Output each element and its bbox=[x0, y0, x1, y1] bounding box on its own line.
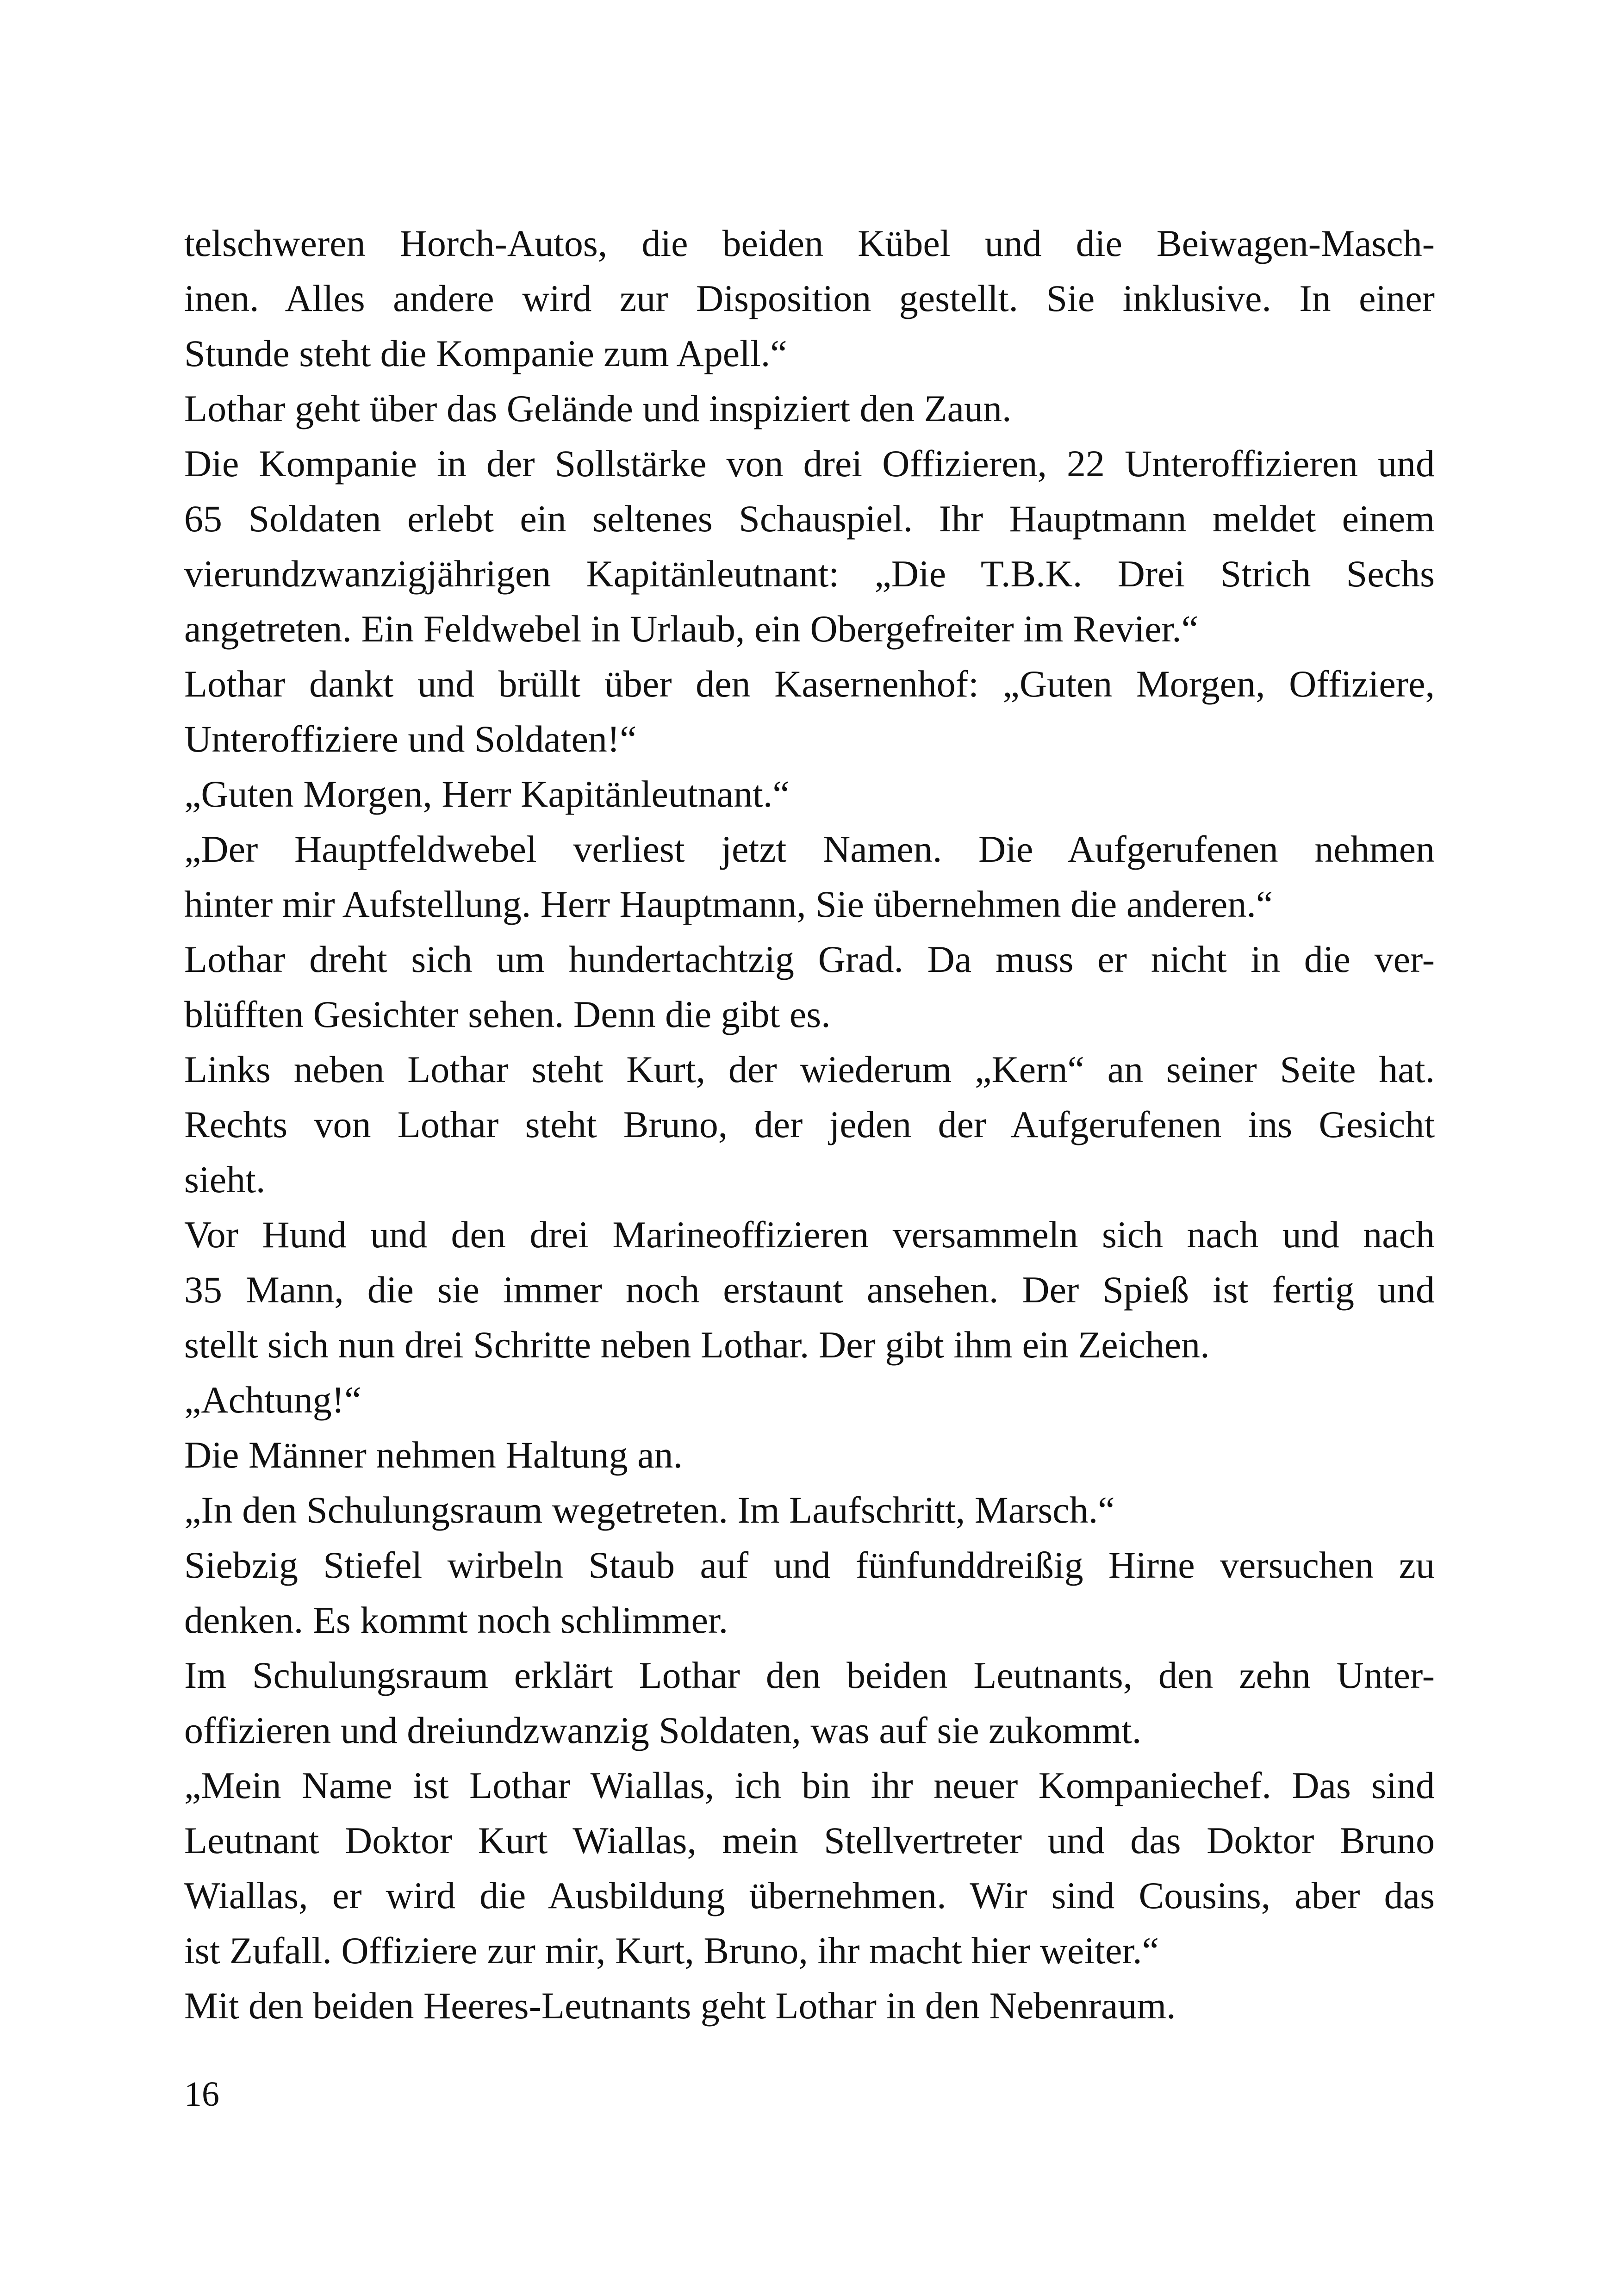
text-line: „Mein Name ist Lothar Wiallas, ich bin ihr neuer Kompaniechef. Das sind bbox=[184, 1764, 1435, 1806]
text-line: Vor Hund und den drei Marineoffizieren versammeln sich nach und nach bbox=[184, 1213, 1435, 1256]
text-line: offizieren und dreiundzwanzig Soldaten, was auf sie zukommt. bbox=[184, 1709, 1142, 1751]
text-line: stellt sich nun drei Schritte neben Lothar. Der gibt ihm ein Zeichen. bbox=[184, 1324, 1210, 1366]
text-line: telschweren Horch-Autos, die beiden Kübel und die Beiwagen-Masch- bbox=[184, 222, 1435, 264]
text-line: Unteroffiziere und Soldaten!“ bbox=[184, 718, 637, 760]
text-line: „Der Hauptfeldwebel verliest jetzt Namen. Die Aufgerufenen nehmen bbox=[184, 828, 1435, 870]
text-line: inen. Alles andere wird zur Disposition gestellt. Sie inklusive. In einer bbox=[184, 277, 1435, 319]
text-line: ist Zufall. Offiziere zur mir, Kurt, Bruno, ihr macht hier weiter.“ bbox=[184, 1929, 1159, 1972]
text-line: hinter mir Aufstellung. Herr Hauptmann, Sie übernehmen die anderen.“ bbox=[184, 883, 1273, 925]
text-line: Lothar dreht sich um hundertachtzig Grad. Da muss er nicht in die ver- bbox=[184, 938, 1435, 980]
text-line: blüfften Gesichter sehen. Denn die gibt es. bbox=[184, 993, 831, 1035]
text-line: Die Kompanie in der Sollstärke von drei Offizieren, 22 Unteroffizieren und bbox=[184, 442, 1435, 485]
text-line: Leutnant Doktor Kurt Wiallas, mein Stellvertreter und das Doktor Bruno bbox=[184, 1819, 1435, 1861]
text-line: sieht. bbox=[184, 1158, 266, 1201]
text-line: 65 Soldaten erlebt ein seltenes Schauspiel. Ihr Hauptmann meldet einem bbox=[184, 498, 1435, 540]
text-line: Mit den beiden Heeres-Leutnants geht Lothar in den Nebenraum. bbox=[184, 1985, 1176, 2027]
text-line: Siebzig Stiefel wirbeln Staub auf und fünfunddreißig Hirne versuchen zu bbox=[184, 1544, 1435, 1586]
text-line: „Achtung!“ bbox=[184, 1379, 361, 1421]
text-line: Lothar dankt und brüllt über den Kasernenhof: „Guten Morgen, Offiziere, bbox=[184, 663, 1435, 705]
text-line: vierundzwanzigjährigen Kapitänleutnant: „Die T.B.K. Drei Strich Sechs bbox=[184, 553, 1435, 595]
text-line: Im Schulungsraum erklärt Lothar den beiden Leutnants, den zehn Unter- bbox=[184, 1654, 1435, 1696]
text-line: Lothar geht über das Gelände und inspiziert den Zaun. bbox=[184, 387, 1012, 429]
body-text bbox=[184, 216, 1435, 2033]
text-line: Die Männer nehmen Haltung an. bbox=[184, 1434, 683, 1476]
text-line: 35 Mann, die sie immer noch erstaunt ansehen. Der Spieß ist fertig und bbox=[184, 1269, 1435, 1311]
text-line: denken. Es kommt noch schlimmer. bbox=[184, 1599, 728, 1641]
text-line: „Guten Morgen, Herr Kapitänleutnant.“ bbox=[184, 773, 790, 815]
text-line: Links neben Lothar steht Kurt, der wiederum „Kern“ an seiner Seite hat. bbox=[184, 1048, 1435, 1090]
page-number: 16 bbox=[184, 2075, 219, 2114]
text-line: „In den Schulungsraum wegetreten. Im Laufschritt, Marsch.“ bbox=[184, 1489, 1115, 1531]
text-line: Wiallas, er wird die Ausbildung übernehmen. Wir sind Cousins, aber das bbox=[184, 1874, 1435, 1916]
text-line: Stunde steht die Kompanie zum Apell.“ bbox=[184, 332, 787, 374]
text-line: angetreten. Ein Feldwebel in Urlaub, ein Obergefreiter im Revier.“ bbox=[184, 608, 1199, 650]
text-line: Rechts von Lothar steht Bruno, der jeden der Aufgerufenen ins Gesicht bbox=[184, 1103, 1435, 1145]
